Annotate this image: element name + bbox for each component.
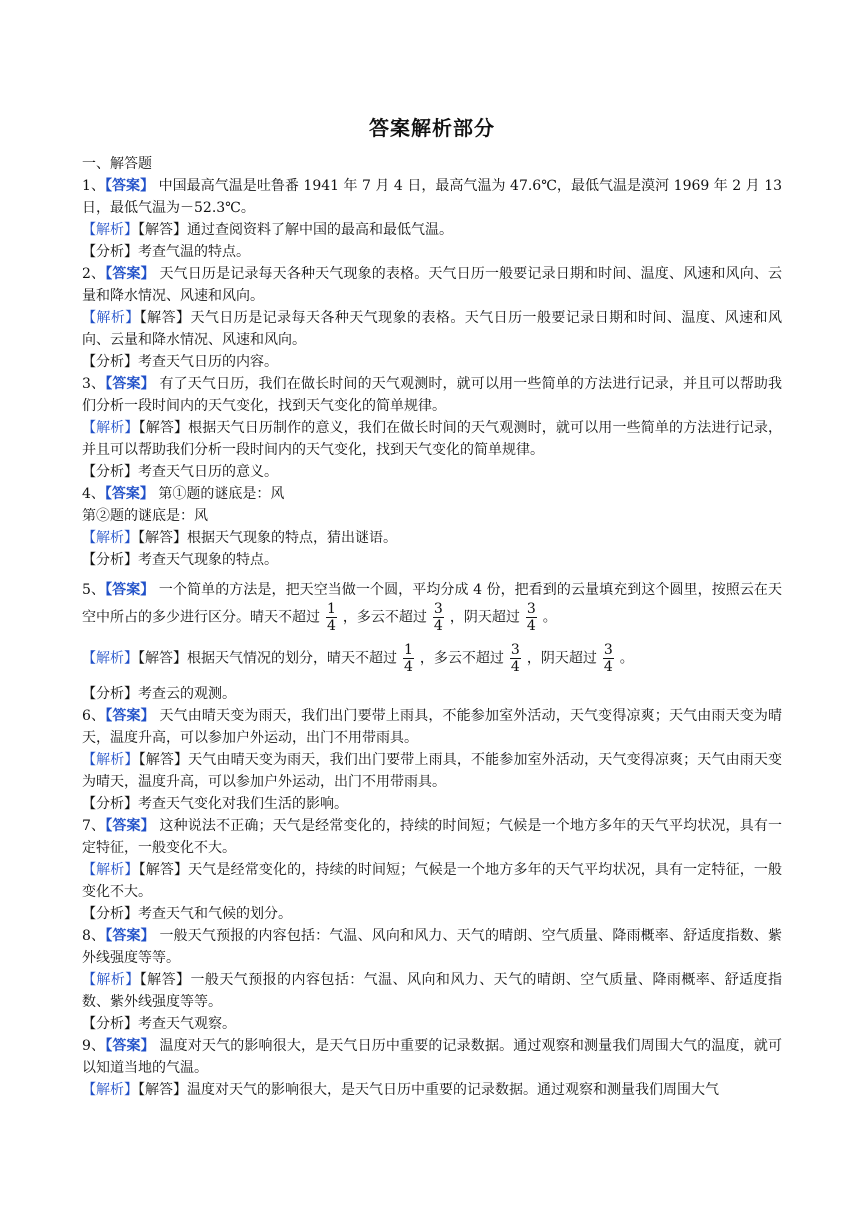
summary-line <box>82 1013 782 1035</box>
solution-text: ，阴天超过 <box>526 650 597 667</box>
analysis-tag: 【解析】 <box>82 862 139 878</box>
answer-item <box>82 175 782 263</box>
answer-tag: 【答案】 <box>105 708 155 724</box>
solution-tag: 【解答】 <box>138 420 189 436</box>
answer-tag: 【答案】 <box>104 486 154 502</box>
solution-text: 根据天气日历制作的意义，我们在做长时间的天气观测时，就可以用一些简单的方法进行记录，并且可以帮助我们分析一段时间内的天气变化，找到天气变化的简单规律。 <box>82 420 783 458</box>
solution-text: 天气是经常变化的，持续的时间短；气候是一个地方多年的天气平均状况，具有一定特征，一般变化不大。 <box>82 862 783 900</box>
analysis-tag: 【解析】 <box>82 972 140 988</box>
answer-text: 温度对天气的影响很大，是天气日历中重要的记录数据。通过观察和测量我们周围大气的温度，就可以知道当地的气温。 <box>82 1038 783 1076</box>
summary-text: 考查气温的特点。 <box>138 244 250 260</box>
item-number: 1、 <box>82 178 105 194</box>
analysis-tag: 【解析】 <box>82 420 139 436</box>
solution-tag: 【解答】 <box>138 650 187 667</box>
item-number: 5、 <box>82 582 106 598</box>
solution-tag: 【解答】 <box>139 310 191 326</box>
analysis-line <box>82 417 782 461</box>
solution-tag: 【解答】 <box>139 972 191 988</box>
answer-tag: 【答案】 <box>104 178 155 194</box>
summary-line <box>82 793 782 815</box>
analysis-line <box>82 1079 782 1101</box>
answer-tag: 【答案】 <box>105 376 155 392</box>
answer-text: 这种说法不正确；天气是经常变化的，持续的时间短；气候是一个地方多年的天气平均状况，具有一定特征，一般变化不大。 <box>82 818 783 856</box>
item-number: 2、 <box>82 266 106 282</box>
answer-text: 天气日历是记录每天各种天气现象的表格。天气日历一般要记录日期和时间、温度、风速和风向、云量和降水情况、风速和风向。 <box>82 266 783 304</box>
analysis-line <box>82 642 782 675</box>
summary-tag: 【分析】 <box>82 552 138 568</box>
answer-text: 一般天气预报的内容包括：气温、风向和风力、天气的晴朗、空气质量、降雨概率、舒适度指数、紫外线强度等等。 <box>82 928 783 966</box>
solution-tag: 【解答】 <box>138 222 187 238</box>
fraction <box>433 601 444 634</box>
answer-text: ，多云不超过 <box>342 609 427 626</box>
analysis-line <box>82 859 782 903</box>
item-number: 9、 <box>82 1038 106 1054</box>
solution-tag: 【解答】 <box>138 1082 187 1098</box>
fraction-denominator: 4 <box>526 618 536 634</box>
summary-line <box>82 461 782 483</box>
answer-item <box>82 483 782 571</box>
solution-text: 天气日历是记录每天各种天气现象的表格。天气日历一般要记录日期和时间、温度、风速和风向、云量和降水情况、风速和风向。 <box>82 310 782 348</box>
summary-tag: 【分析】 <box>82 1016 138 1032</box>
answer-item <box>82 815 782 925</box>
summary-text: 考查天气和气候的划分。 <box>138 906 292 922</box>
answer-line <box>82 373 782 417</box>
answer-tag: 【答案】 <box>105 928 155 944</box>
answer-text: 。 <box>542 609 557 626</box>
fraction-denominator: 4 <box>433 618 443 634</box>
analysis-line <box>82 219 782 241</box>
analysis-line <box>82 527 782 549</box>
analysis-tag: 【解析】 <box>82 310 140 326</box>
answer-text: 第②题的谜底是：风 <box>82 508 208 524</box>
answer-text: 天气由晴天变为雨天，我们出门要带上雨具，不能参加室外活动，天气变得凉爽；天气由雨天变为晴天，温度升高，可以参加户外运动，出门不用带雨具。 <box>82 708 783 746</box>
summary-text: 考查天气现象的特点。 <box>138 552 278 568</box>
fraction <box>603 642 614 675</box>
answer-item <box>82 1035 782 1101</box>
fraction-denominator: 4 <box>510 659 520 675</box>
solution-tag: 【解答】 <box>138 530 187 546</box>
fraction-denominator: 4 <box>404 659 413 675</box>
summary-line <box>82 903 782 925</box>
solution-text: 。 <box>619 650 634 667</box>
section-heading: 一、解答题 <box>82 156 152 172</box>
summary-line <box>82 241 782 263</box>
fraction-numerator: 3 <box>526 601 536 617</box>
item-number: 8、 <box>82 928 106 944</box>
answer-line <box>82 705 782 749</box>
answer-item <box>82 925 782 1035</box>
solution-text: ，多云不超过 <box>419 650 504 667</box>
analysis-tag: 【解析】 <box>82 650 138 667</box>
solution-text: 温度对天气的影响很大，是天气日历中重要的记录数据。通过观察和测量我们周围大气 <box>187 1082 719 1098</box>
answer-line <box>82 175 782 219</box>
answer-line-continued <box>82 505 782 527</box>
answer-line <box>82 263 782 307</box>
solution-tag: 【解答】 <box>138 752 189 768</box>
fraction-numerator: 1 <box>327 601 336 617</box>
answer-line <box>82 815 782 859</box>
summary-text: 考查云的观测。 <box>138 686 236 702</box>
summary-tag: 【分析】 <box>82 244 138 260</box>
fraction-numerator: 3 <box>433 601 443 617</box>
analysis-line <box>82 969 782 1013</box>
item-number: 4、 <box>82 486 105 502</box>
analysis-tag: 【解析】 <box>82 752 139 768</box>
analysis-tag: 【解析】 <box>82 1082 138 1098</box>
item-number: 6、 <box>82 708 106 724</box>
analysis-tag: 【解析】 <box>82 222 138 238</box>
fraction-denominator: 4 <box>603 659 613 675</box>
answer-item <box>82 373 782 483</box>
answer-text: ，阴天超过 <box>449 609 520 626</box>
answer-item <box>82 579 782 705</box>
summary-tag: 【分析】 <box>82 796 138 812</box>
fraction <box>403 642 414 675</box>
answer-tag: 【答案】 <box>105 818 155 834</box>
item-number: 3、 <box>82 376 106 392</box>
summary-line <box>82 549 782 571</box>
answer-text: 中国最高气温是吐鲁番 1941 年 7 月 4 日，最高气温为 47.6℃，最低气温是漠河 1969 年 2 月 13 日，最低气温为－52.3℃。 <box>82 178 783 216</box>
answer-line <box>82 579 782 634</box>
solution-text: 一般天气预报的内容包括：气温、风向和风力、天气的晴朗、空气质量、降雨概率、舒适度指数、紫外线强度等等。 <box>82 972 782 1010</box>
answer-tag: 【答案】 <box>105 582 155 598</box>
fraction-numerator: 3 <box>510 642 520 658</box>
summary-tag: 【分析】 <box>82 354 138 370</box>
answer-tag: 【答案】 <box>105 266 155 282</box>
analysis-line <box>82 307 782 351</box>
fraction <box>326 601 337 634</box>
fraction-denominator: 4 <box>327 618 336 634</box>
solution-tag: 【解答】 <box>138 862 189 878</box>
page-title: 答案解析部分 <box>369 116 495 140</box>
answer-line <box>82 483 782 505</box>
fraction-numerator: 1 <box>404 642 413 658</box>
solution-text: 根据天气情况的划分，晴天不超过 <box>187 650 397 667</box>
answer-text: 有了天气日历，我们在做长时间的天气观测时，就可以用一些简单的方法进行记录，并且可以帮助我们分析一段时间内的天气变化，找到天气变化的简单规律。 <box>82 376 783 414</box>
fraction <box>510 642 521 675</box>
answer-list <box>82 175 782 1101</box>
solution-text: 天气由晴天变为雨天，我们出门要带上雨具，不能参加室外活动，天气变得凉爽；天气由雨天变为晴天，温度升高，可以参加户外运动，出门不用带雨具。 <box>82 752 783 790</box>
answer-tag: 【答案】 <box>105 1038 155 1054</box>
answer-text: 一个简单的方法是，把天空当做一个圆，平均分成 4 份，把看到的云量填充到这个圆里，按照云在天空中所占的多少进行区分。晴天不超过 <box>82 582 783 626</box>
summary-tag: 【分析】 <box>82 464 138 480</box>
answer-line <box>82 925 782 969</box>
summary-text: 考查天气变化对我们生活的影响。 <box>138 796 348 812</box>
answer-item <box>82 263 782 373</box>
fraction <box>526 601 537 634</box>
analysis-tag: 【解析】 <box>82 530 138 546</box>
summary-tag: 【分析】 <box>82 686 138 702</box>
solution-text: 根据天气现象的特点，猜出谜语。 <box>187 530 397 546</box>
item-number: 7、 <box>82 818 106 834</box>
fraction-numerator: 3 <box>603 642 613 658</box>
summary-tag: 【分析】 <box>82 906 138 922</box>
summary-text: 考查天气日历的内容。 <box>138 354 278 370</box>
analysis-line <box>82 749 782 793</box>
summary-line <box>82 351 782 373</box>
answer-item <box>82 705 782 815</box>
answer-text: 第①题的谜底是：风 <box>158 486 285 502</box>
solution-text: 通过查阅资料了解中国的最高和最低气温。 <box>187 222 453 238</box>
summary-text: 考查天气观察。 <box>138 1016 236 1032</box>
summary-line <box>82 683 782 705</box>
summary-text: 考查天气日历的意义。 <box>138 464 278 480</box>
answer-line <box>82 1035 782 1079</box>
answer-document <box>82 112 782 1101</box>
